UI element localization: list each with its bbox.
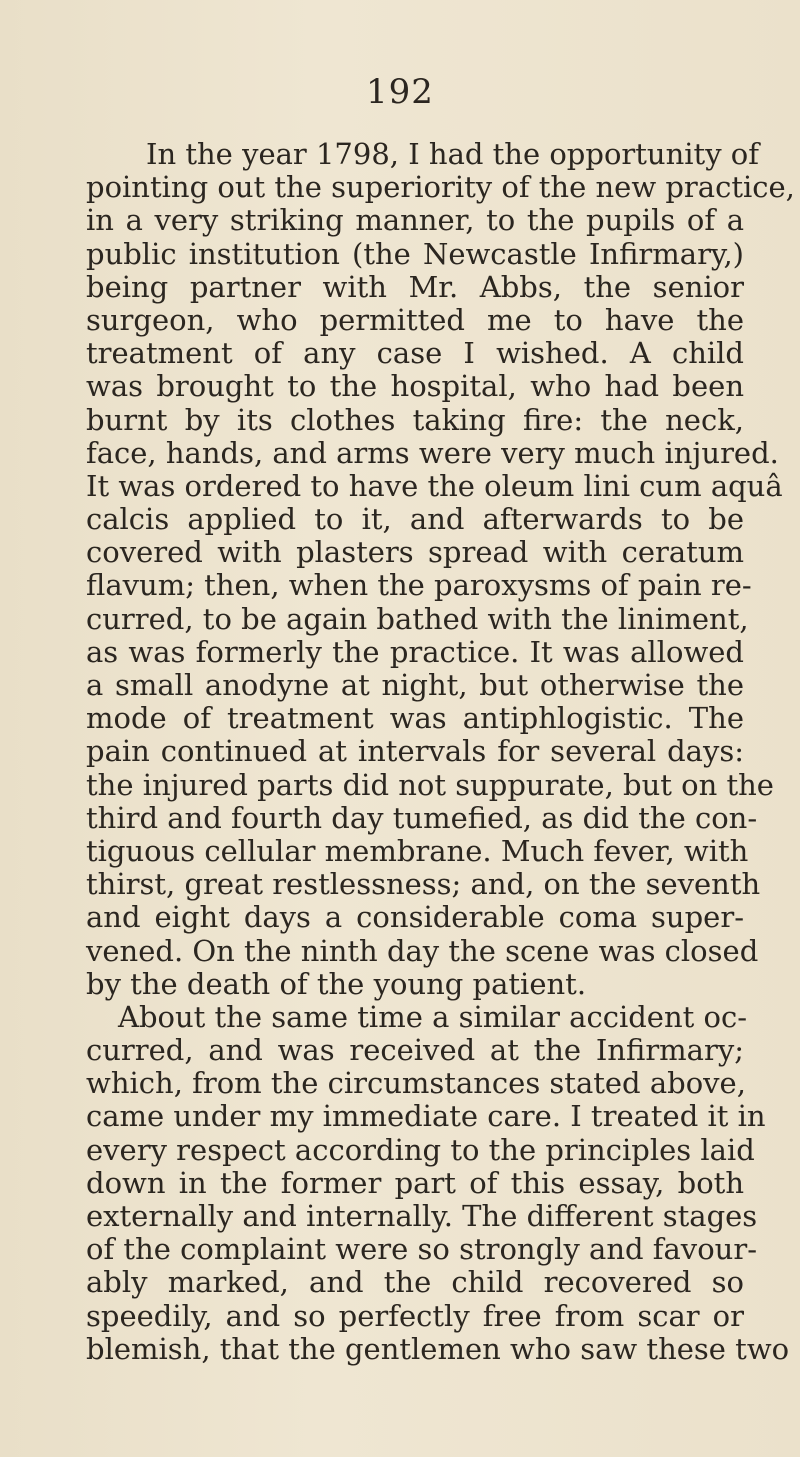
text-line: calcis applied to it, and afterwards to be bbox=[86, 502, 744, 537]
text-line: as was formerly the practice. It was allowed bbox=[86, 634, 744, 669]
text-line: burnt by its clothes taking fire: the neck, bbox=[86, 402, 744, 437]
text-line: thirst, great restlessness; and, on the seventh bbox=[86, 867, 761, 902]
text-line: It was ordered to have the oleum lini cum aquâ bbox=[86, 468, 783, 503]
text-line: of the complaint were so strongly and favour- bbox=[86, 1232, 757, 1267]
text-line: a small anodyne at night, but otherwise the bbox=[86, 668, 744, 702]
text-line: curred, and was received at the Infirmary; bbox=[86, 1033, 744, 1068]
text-line: and eight days a considerable coma super- bbox=[86, 900, 744, 935]
text-line: face, hands, and arms were very much injured. bbox=[86, 435, 779, 470]
text-line: About the same time a similar accident oc- bbox=[118, 999, 747, 1034]
page-number: 192 bbox=[366, 72, 434, 112]
text-line: treatment of any case I wished. A child bbox=[86, 336, 744, 371]
text-line: was brought to the hospital, who had been bbox=[86, 369, 744, 404]
text-line: tiguous cellular membrane. Much fever, with bbox=[86, 833, 749, 868]
text-line: covered with plasters spread with ceratum bbox=[86, 535, 744, 570]
body-text bbox=[86, 137, 795, 1366]
text-line: every respect according to the principles laid bbox=[86, 1132, 755, 1167]
text-line: mode of treatment was antiphlogistic. The bbox=[86, 701, 744, 736]
text-line: speedily, and so perfectly free from scar or bbox=[86, 1298, 744, 1333]
text-line: pain continued at intervals for several days: bbox=[86, 734, 744, 769]
text-line: down in the former part of this essay, both bbox=[86, 1165, 744, 1200]
text-line: vened. On the ninth day the scene was closed bbox=[86, 933, 759, 968]
text-line: public institution (the Newcastle Infirmary,) bbox=[86, 236, 744, 271]
text-line: externally and internally. The different stages bbox=[86, 1199, 758, 1233]
text-line: pointing out the superiority of the new practice, bbox=[86, 170, 795, 205]
text-line: being partner with Mr. Abbs, the senior bbox=[86, 269, 744, 304]
text-line: which, from the circumstances stated above, bbox=[86, 1066, 746, 1101]
text-line: in a very striking manner, to the pupils of a bbox=[86, 203, 744, 238]
text-line: came under my immediate care. I treated it in bbox=[86, 1099, 766, 1134]
text-line: third and fourth day tumefied, as did the con- bbox=[86, 800, 758, 835]
text-line: curred, to be again bathed with the liniment, bbox=[86, 601, 749, 636]
text-line: surgeon, who permitted me to have the bbox=[86, 302, 744, 337]
text-line: by the death of the young patient. bbox=[86, 966, 587, 1001]
text-line: ably marked, and the child recovered so bbox=[86, 1265, 744, 1300]
text-line: In the year 1798, I had the opportunity of bbox=[146, 137, 759, 171]
text-line: the injured parts did not suppurate, but on the bbox=[86, 767, 774, 802]
text-line: blemish, that the gentlemen who saw these two bbox=[86, 1331, 790, 1366]
text-line: flavum; then, when the paroxysms of pain re- bbox=[86, 568, 752, 603]
